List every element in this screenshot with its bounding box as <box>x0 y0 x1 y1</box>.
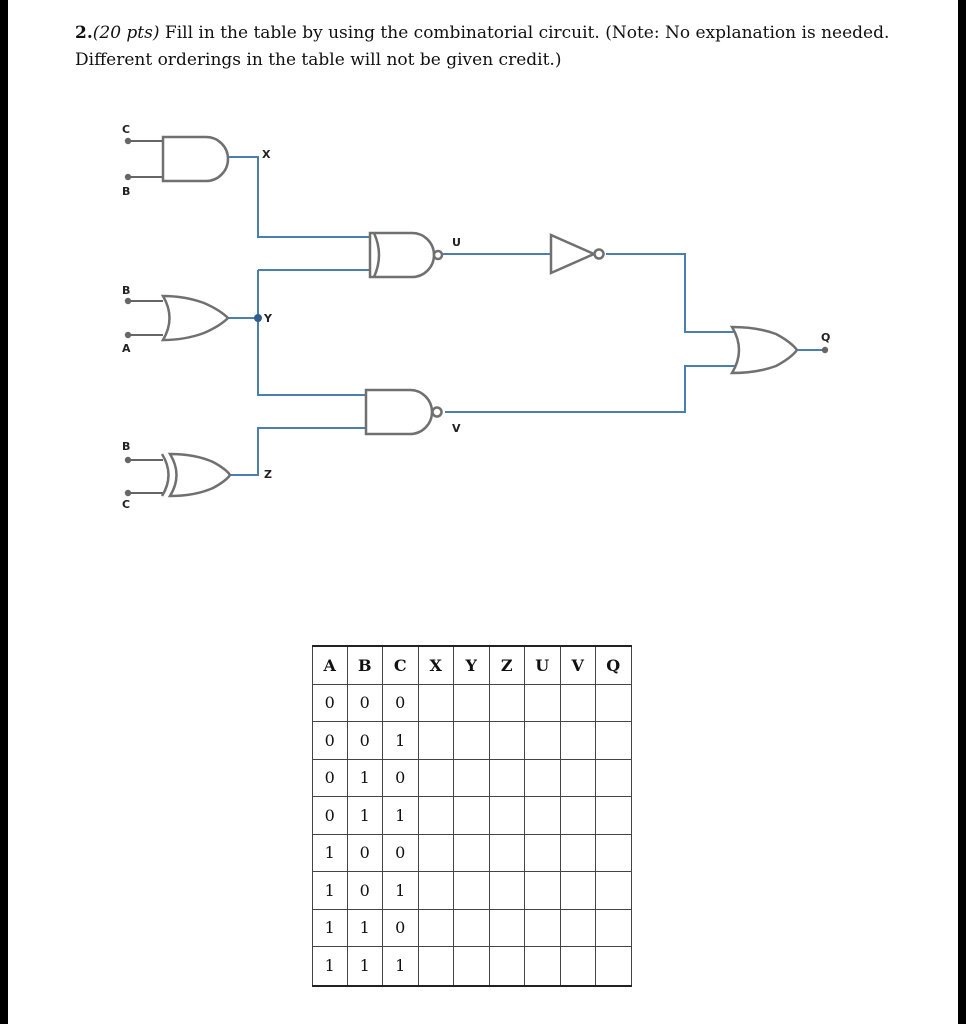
answer-cell[interactable] <box>490 910 526 948</box>
answer-cell[interactable] <box>596 947 632 985</box>
wire-z <box>230 428 366 475</box>
answer-cell[interactable] <box>596 835 632 873</box>
answer-cell[interactable] <box>525 947 561 985</box>
table-cell: 0 <box>312 760 348 798</box>
signal-label-z: Z <box>264 468 272 481</box>
input-label-b: B <box>122 185 131 198</box>
answer-cell[interactable] <box>490 760 526 798</box>
table-cell: 1 <box>348 910 384 948</box>
or-gate-q <box>732 327 797 373</box>
answer-cell[interactable] <box>454 760 490 798</box>
xor-gate-z <box>170 454 230 496</box>
answer-cell[interactable] <box>419 797 455 835</box>
y-junction <box>254 314 262 322</box>
table-cell: 1 <box>312 835 348 873</box>
table-cell: 1 <box>312 910 348 948</box>
column-header: U <box>525 647 561 685</box>
answer-cell[interactable] <box>419 685 455 723</box>
answer-cell[interactable] <box>490 947 526 985</box>
answer-cell[interactable] <box>561 835 597 873</box>
column-header: Q <box>596 647 632 685</box>
circuit-diagram <box>8 0 958 620</box>
wire-x <box>228 157 375 237</box>
question-body: Fill in the table by using the combinatorial circuit. (Note: No explanation is needed. Different orderings in the table will not be given credit.) <box>75 23 890 70</box>
table-cell: 1 <box>312 872 348 910</box>
answer-cell[interactable] <box>596 760 632 798</box>
column-header: Y <box>454 647 490 685</box>
document-page <box>8 0 958 1024</box>
wire-v <box>445 366 736 412</box>
answer-cell[interactable] <box>561 797 597 835</box>
answer-cell[interactable] <box>561 947 597 985</box>
answer-cell[interactable] <box>490 835 526 873</box>
signal-label-y: Y <box>264 312 272 325</box>
answer-cell[interactable] <box>454 797 490 835</box>
table-row <box>312 685 632 723</box>
table-row <box>312 947 632 985</box>
wire-y-stem <box>258 270 366 395</box>
column-header: Z <box>490 647 526 685</box>
input-label-c: C <box>122 123 131 136</box>
not-gate <box>551 235 594 273</box>
answer-cell[interactable] <box>596 872 632 910</box>
signal-label-x: X <box>262 148 271 161</box>
table-cell: 1 <box>312 947 348 985</box>
answer-cell[interactable] <box>419 835 455 873</box>
table-cell: 0 <box>383 910 419 948</box>
signal-label-v: V <box>452 422 461 435</box>
table-cell: 0 <box>383 685 419 723</box>
table-cell: 1 <box>348 797 384 835</box>
table-row <box>312 760 632 798</box>
answer-cell[interactable] <box>490 685 526 723</box>
table-cell: 0 <box>348 685 384 723</box>
table-cell: 0 <box>312 797 348 835</box>
table-cell: 1 <box>348 760 384 798</box>
answer-cell[interactable] <box>596 722 632 760</box>
answer-cell[interactable] <box>596 685 632 723</box>
answer-cell[interactable] <box>525 910 561 948</box>
answer-cell[interactable] <box>525 685 561 723</box>
answer-cell[interactable] <box>596 910 632 948</box>
table-cell: 1 <box>383 872 419 910</box>
answer-cell[interactable] <box>525 760 561 798</box>
answer-cell[interactable] <box>561 722 597 760</box>
column-header: A <box>312 647 348 685</box>
column-header: X <box>419 647 455 685</box>
answer-cell[interactable] <box>490 722 526 760</box>
answer-cell[interactable] <box>454 910 490 948</box>
answer-cell[interactable] <box>419 872 455 910</box>
answer-cell[interactable] <box>561 872 597 910</box>
table-cell: 1 <box>383 947 419 985</box>
table-cell: 1 <box>348 947 384 985</box>
answer-cell[interactable] <box>525 872 561 910</box>
table-cell: 1 <box>383 722 419 760</box>
input-label-b: B <box>122 440 131 453</box>
answer-cell[interactable] <box>596 797 632 835</box>
table-cell: 1 <box>383 797 419 835</box>
column-header: V <box>561 647 597 685</box>
table-row <box>312 797 632 835</box>
truth-table <box>312 645 632 987</box>
answer-cell[interactable] <box>454 947 490 985</box>
signal-label-q: Q <box>821 331 831 344</box>
answer-cell[interactable] <box>525 797 561 835</box>
answer-cell[interactable] <box>419 910 455 948</box>
table-row <box>312 835 632 873</box>
or-gate-y <box>163 296 228 340</box>
question-points: (20 pts) <box>92 23 160 43</box>
answer-cell[interactable] <box>561 760 597 798</box>
and-gate-x <box>163 137 228 181</box>
question-number: 2. <box>75 23 93 43</box>
answer-cell[interactable] <box>561 910 597 948</box>
nand-gate-v <box>366 390 432 434</box>
answer-cell[interactable] <box>454 722 490 760</box>
table-cell: 0 <box>312 722 348 760</box>
answer-cell[interactable] <box>454 872 490 910</box>
answer-cell[interactable] <box>490 872 526 910</box>
answer-cell[interactable] <box>419 760 455 798</box>
input-label-c: C <box>122 498 131 511</box>
table-cell: 0 <box>348 872 384 910</box>
input-label-a: A <box>122 342 131 355</box>
table-cell: 0 <box>348 722 384 760</box>
column-header: B <box>348 647 384 685</box>
answer-cell[interactable] <box>490 797 526 835</box>
answer-cell[interactable] <box>454 835 490 873</box>
table-header-row <box>312 647 632 685</box>
table-row <box>312 872 632 910</box>
answer-cell[interactable] <box>419 947 455 985</box>
wire-not-out <box>606 254 736 332</box>
answer-cell[interactable] <box>454 685 490 723</box>
table-row <box>312 910 632 948</box>
signal-label-u: U <box>452 236 461 249</box>
column-header: C <box>383 647 419 685</box>
table-row <box>312 722 632 760</box>
answer-cell[interactable] <box>525 835 561 873</box>
answer-cell[interactable] <box>561 685 597 723</box>
table-cell: 0 <box>312 685 348 723</box>
table-cell: 0 <box>348 835 384 873</box>
table-cell: 0 <box>383 835 419 873</box>
answer-cell[interactable] <box>525 722 561 760</box>
answer-cell[interactable] <box>419 722 455 760</box>
table-cell: 0 <box>383 760 419 798</box>
input-label-b: B <box>122 284 131 297</box>
